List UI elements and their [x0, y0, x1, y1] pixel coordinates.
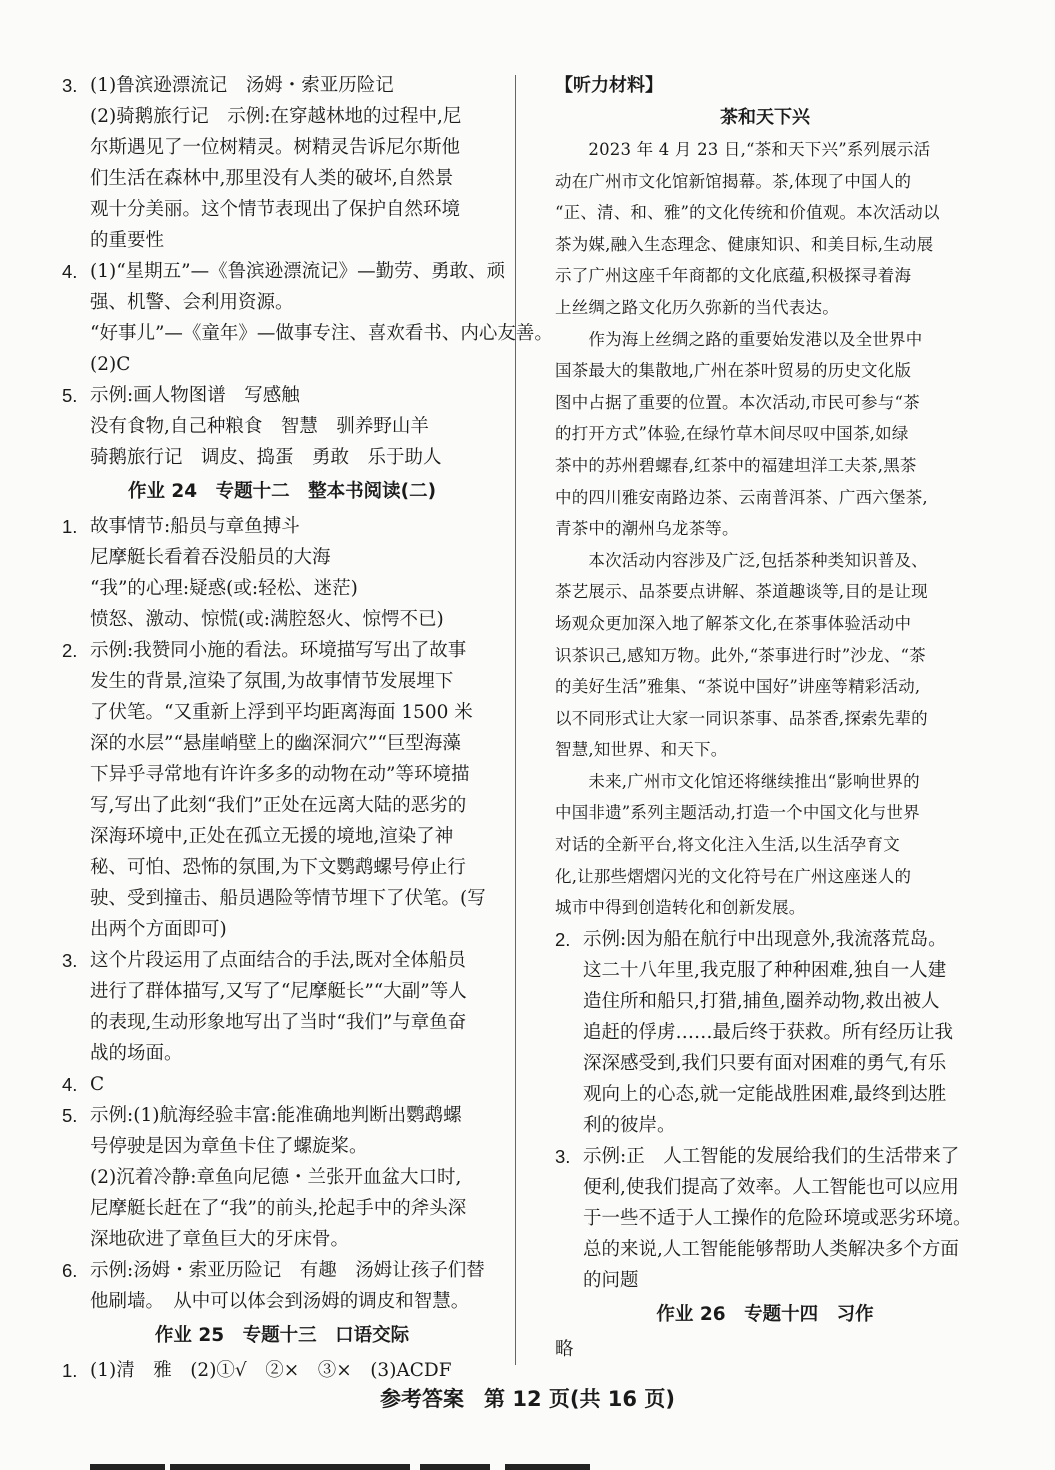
answer-line: 利的彼岸。 [583, 1114, 676, 1136]
column-divider [515, 75, 516, 1365]
answer-item [62, 635, 502, 945]
paragraph-line: 2023 年 4 月 23 日,“茶和天下兴”系列展示活 [555, 140, 931, 159]
article-body [555, 134, 975, 924]
article-paragraph [555, 766, 975, 924]
answer-line: 深深感受到,我们只要有面对困难的勇气,有乐 [583, 1052, 947, 1074]
paragraph-line: 示了广州这座千年商都的文化底蕴,积极探寻着海 [555, 266, 912, 286]
paragraph-line: 茶艺展示、品茶要点讲解、茶道趣谈等,目的是让现 [555, 582, 928, 602]
answer-line: (2)骑鹅旅行记 示例:在穿越林地的过程中,尼 [90, 106, 462, 127]
answer-line: 总的来说,人工智能能够帮助人类解决多个方面 [583, 1238, 959, 1260]
answer-line: 的重要性 [90, 230, 165, 251]
item-number: 5. [62, 1105, 78, 1126]
answer-line: 尼摩艇长看着吞没船员的大海 [90, 547, 331, 568]
item-number: 4. [62, 261, 78, 282]
answer-line: 示例:正 人工智能的发展给我们的生活带来了 [583, 1145, 960, 1167]
answer-line: (1)清 雅 (2)①√ ②× ③× (3)ACDF [90, 1360, 452, 1381]
answer-line: 战的场面。 [90, 1043, 183, 1064]
answer-line: 于一些不适于人工操作的危险环境或恶劣环境。 [583, 1207, 972, 1229]
answer-line: 这个片段运用了点面结合的手法,既对全体船员 [90, 950, 466, 971]
bottom-bar [505, 1464, 590, 1470]
answer-item [62, 1069, 502, 1100]
paragraph-line: 中的四川雅安南路边茶、云南普洱茶、广西六堡茶, [555, 487, 928, 507]
page-footer [0, 1383, 1055, 1413]
item-number: 5. [62, 385, 78, 406]
answer-line: 这二十八年里,我克服了种种困难,独自一人建 [583, 959, 947, 981]
answer-line: 骑鹅旅行记 调皮、捣蛋 勇敢 乐于助人 [90, 447, 442, 468]
paragraph-line: 作为海上丝绸之路的重要始发港以及全世界中 [555, 329, 923, 349]
hw26-answer: 略 [555, 1338, 574, 1360]
answer-line: 秘、可怕、恐怖的氛围,为下文鹦鹉螺号停止行 [90, 857, 466, 878]
item-number: 1. [62, 1360, 78, 1381]
answer-line: (2)C [90, 354, 131, 375]
paragraph-line: 识茶识己,感知万物。此外,“茶事进行时”沙龙、“茶 [555, 645, 926, 665]
answer-line: 示例:画人物图谱 写感触 [90, 385, 300, 406]
item-number: 2. [62, 640, 78, 661]
item-number: 6. [62, 1260, 78, 1281]
answer-item [555, 924, 975, 1141]
right-column [555, 70, 975, 1365]
listening-material-heading: 【听力材料】 [555, 75, 663, 96]
paragraph-line: 本次活动内容涉及广泛,包括茶种类知识普及、 [555, 550, 928, 570]
answer-line: 的表现,生动形象地写出了当时“我们”与章鱼奋 [90, 1012, 467, 1033]
paragraph-line: 化,让那些熠熠闪光的文化符号在广州这座迷人的 [555, 866, 912, 886]
answer-item [62, 511, 502, 635]
paragraph-line: 的打开方式”体验,在绿竹草木间尽叹中国茶,如绿 [555, 424, 909, 444]
answer-item [555, 1141, 975, 1296]
answer-line: 尼摩艇长赶在了“我”的前头,抡起手中的斧头深 [90, 1198, 467, 1219]
answer-line: 观十分美丽。这个情节表现出了保护自然环境 [90, 199, 461, 220]
answer-line: 便利,使我们提高了效率。人工智能也可以应用 [583, 1176, 959, 1198]
paragraph-line: 国茶最大的集散地,广州在茶叶贸易的历史文化版 [555, 361, 912, 381]
paragraph-line: 的美好生活”雅集、“茶说中国好”讲座等精彩活动, [555, 677, 921, 697]
item-number: 1. [62, 516, 78, 537]
item-number: 3. [62, 950, 78, 971]
paragraph-line: 茶为媒,融入生态理念、健康知识、和美目标,生动展 [555, 234, 934, 254]
paragraph-line: “正、清、和、雅”的文化传统和价值观。本次活动以 [555, 203, 940, 223]
paragraph-line: 青茶中的潮州乌龙茶等。 [555, 519, 739, 539]
answer-line: 驶、受到撞击、船员遇险等情节埋下了伏笔。(写 [90, 888, 486, 909]
paragraph-line: 动在广州市文化馆新馆揭幕。茶,体现了中国人的 [555, 171, 912, 191]
page-number: 第 12 页(共 16 页) [484, 1387, 675, 1411]
answer-line: (1)鲁滨逊漂流记 汤姆・索亚历险记 [90, 75, 394, 96]
answer-line: 造住所和船只,打猎,捕鱼,圈养动物,救出被人 [583, 990, 940, 1012]
item-number: 3. [62, 75, 78, 96]
item-number: 2. [555, 928, 571, 950]
answer-line: 示例:汤姆・索亚历险记 有趣 汤姆让孩子们替 [90, 1260, 485, 1281]
paragraph-line: 中国非遗”系列主题活动,打造一个中国文化与世界 [555, 803, 920, 823]
answer-line: 追赶的俘虏……最后终于获救。所有经历让我 [583, 1021, 954, 1043]
answer-line: 了伏笔。“又重新上浮到平均距离海面 1500 米 [90, 702, 473, 723]
answer-item [62, 70, 502, 256]
answer-line: (2)沉着冷静:章鱼向尼德・兰张开血盆大口时, [90, 1167, 462, 1188]
paragraph-line: 场观众更加深入地了解茶文化,在茶事体验活动中 [555, 613, 912, 633]
answer-line: 故事情节:船员与章鱼搏斗 [90, 516, 300, 537]
answer-line: (1)“星期五”—《鲁滨逊漂流记》—勤劳、勇敢、顽 [90, 261, 506, 282]
answer-line: 号停驶是因为章鱼卡住了螺旋桨。 [90, 1136, 368, 1157]
answer-line: 们生活在森林中,那里没有人类的破坏,自然景 [90, 168, 454, 189]
answer-line: 的问题 [583, 1269, 639, 1291]
section-title-hw26: 作业 26 专题十四 习作 [656, 1303, 874, 1325]
answer-line: 发生的背景,渲染了氛围,为故事情节发展埋下 [90, 671, 454, 692]
article-paragraph [555, 324, 975, 545]
answer-line: “我”的心理:疑惑(或:轻松、迷茫) [90, 578, 358, 599]
paragraph-line: 以不同形式让大家一同识茶事、品茶香,探索先辈的 [555, 708, 928, 728]
article-paragraph [555, 545, 975, 766]
answer-item [62, 380, 502, 473]
answer-item [62, 945, 502, 1069]
answer-line: 观向上的心态,就一定能战胜困难,最终到达胜 [583, 1083, 947, 1105]
bottom-bar [90, 1464, 165, 1470]
paragraph-line: 上丝绸之路文化历久弥新的当代表达。 [555, 297, 839, 317]
answer-line: 深地砍进了章鱼巨大的牙床骨。 [90, 1229, 350, 1250]
item-number: 3. [555, 1145, 571, 1167]
answer-line: 示例:(1)航海经验丰富:能准确地判断出鹦鹉螺 [90, 1105, 462, 1126]
answer-line: C [90, 1074, 105, 1095]
section-title-hw24: 作业 24 专题十二 整本书阅读(二) [127, 481, 437, 502]
answer-line: 写,写出了此刻“我们”正处在远离大陆的恶劣的 [90, 795, 467, 816]
answer-line: 下异乎寻常地有许许多多的动物在动”等环境描 [90, 764, 470, 785]
left-column [62, 70, 553, 1386]
section-title-hw25: 作业 25 专题十三 口语交际 [154, 1325, 410, 1346]
answer-line: 深的水层”“悬崖峭壁上的幽深洞穴”“巨型海藻 [90, 733, 461, 754]
item-number: 4. [62, 1074, 78, 1095]
answer-item [62, 1355, 502, 1386]
paragraph-line: 图中占据了重要的位置。本次活动,市民可参与“茶 [555, 392, 920, 412]
paragraph-line: 茶中的苏州碧螺春,红茶中的福建坦洋工夫茶,黑茶 [555, 455, 917, 475]
answer-line: 他刷墙。 从中可以体会到汤姆的调皮和智慧。 [90, 1291, 470, 1312]
answer-line: 愤怒、激动、惊慌(或:满腔怒火、惊愕不已) [90, 609, 444, 630]
answer-line: 示例:因为船在航行中出现意外,我流落荒岛。 [583, 928, 947, 950]
bottom-bar [420, 1464, 490, 1470]
paragraph-line: 智慧,知世界、和天下。 [555, 740, 728, 760]
paragraph-line: 城市中得到创造转化和创新发展。 [555, 898, 806, 918]
answer-line: 进行了群体描写,又写了“尼摩艇长”“大副”等人 [90, 981, 467, 1002]
answer-line: 尔斯遇见了一位树精灵。树精灵告诉尼尔斯他 [90, 137, 461, 158]
answer-line: 深海环境中,正处在孤立无援的境地,渲染了神 [90, 826, 454, 847]
answer-line: 示例:我赞同小施的看法。环境描写写出了故事 [90, 640, 467, 661]
paragraph-line: 未来,广州市文化馆还将继续推出“影响世界的 [555, 771, 920, 791]
answer-line: 没有食物,自己种粮食 智慧 驯养野山羊 [90, 416, 429, 437]
answer-line: “好事儿”—《童年》—做事专注、喜欢看书、内心友善。 [90, 323, 553, 344]
answer-item [62, 1100, 502, 1255]
article-title: 茶和天下兴 [720, 107, 810, 128]
article-paragraph [555, 134, 975, 324]
answer-line: 强、机警、会利用资源。 [90, 292, 294, 313]
answer-item [62, 256, 553, 380]
footer-label: 参考答案 [380, 1387, 465, 1411]
bottom-bar [170, 1464, 410, 1470]
paragraph-line: 对话的全新平台,将文化注入生活,以生活孕育文 [555, 835, 900, 855]
answer-item [62, 1255, 502, 1317]
answer-line: 出两个方面即可) [90, 919, 227, 940]
